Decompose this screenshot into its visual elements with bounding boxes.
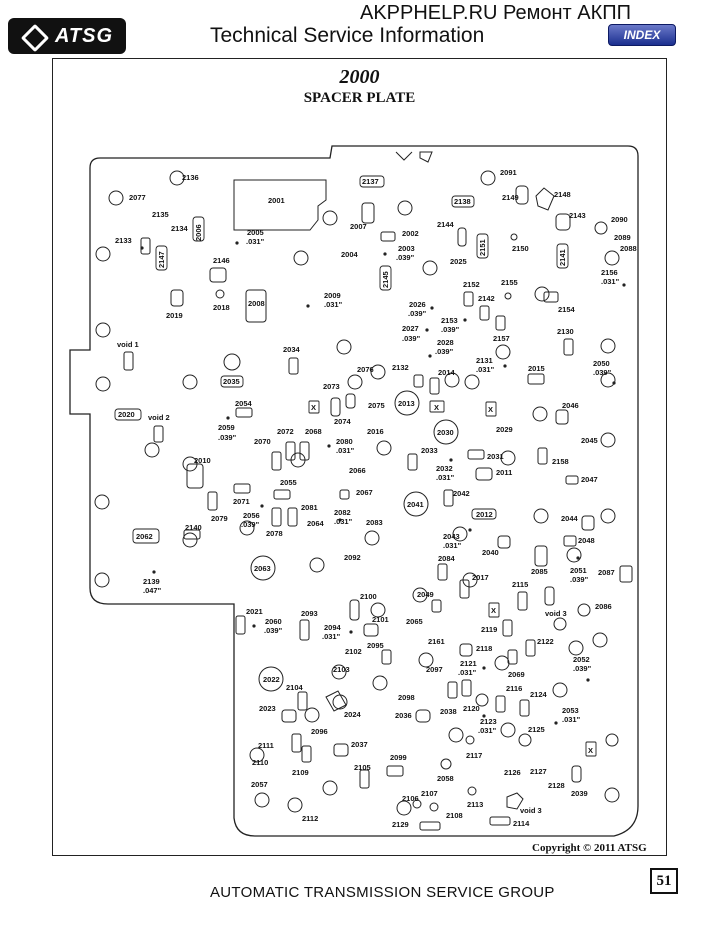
part-label-2040: 2040 [482, 548, 499, 557]
part-label-2130: 2130 [557, 327, 574, 336]
part-label-2008: 2008 [248, 299, 265, 308]
part-label-2034: 2034 [283, 345, 300, 354]
document-heading: Technical Service Information [210, 24, 485, 47]
part-label-2104: 2104 [286, 683, 303, 692]
part-label-2134: 2134 [171, 224, 188, 233]
part-label-2132: 2132 [392, 363, 409, 372]
part-label-2096: 2096 [311, 727, 328, 736]
part-label-2158: 2158 [552, 457, 569, 466]
part-label-2154: 2154 [558, 305, 575, 314]
part-label-2043-size: .031" [443, 541, 462, 550]
index-button[interactable]: INDEX [608, 24, 676, 46]
part-label-2156: 2156 [601, 268, 618, 277]
part-label-2023: 2023 [259, 704, 276, 713]
part-label-2117: 2117 [466, 751, 483, 760]
part-label-2092: 2092 [344, 553, 361, 562]
part-label-2041: 2041 [407, 500, 424, 509]
part-label-2076: 2076 [357, 365, 374, 374]
part-label-2079: 2079 [211, 514, 228, 523]
part-label-2026: 2026 [409, 300, 426, 309]
x-mark-1: X [311, 403, 317, 412]
plate-holes [95, 171, 632, 830]
part-label-2133: 2133 [115, 236, 132, 245]
part-label-2019: 2019 [166, 311, 183, 320]
part-label-2123: 2123 [480, 717, 497, 726]
notch-shape [396, 152, 412, 160]
part-label-2131: 2131 [476, 356, 493, 365]
part-label-2149: 2149 [502, 193, 519, 202]
part-label-2046: 2046 [562, 401, 579, 410]
part-label-2144: 2144 [437, 220, 454, 229]
part-label-2082-size: .031" [334, 517, 353, 526]
part-label-2141: 2141 [558, 249, 567, 266]
part-label-2120: 2120 [463, 704, 480, 713]
void-label-1: void 1 [117, 340, 139, 349]
part-label-2065: 2065 [406, 617, 423, 626]
part-label-2059: 2059 [218, 423, 235, 432]
part-label-2100: 2100 [360, 592, 377, 601]
part-label-2148: 2148 [554, 190, 571, 199]
part-label-2113: 2113 [467, 800, 484, 809]
part-label-2121: 2121 [460, 659, 477, 668]
part-label-2005-size: .031" [246, 237, 265, 246]
part-label-2052: 2052 [573, 655, 590, 664]
part-label-2123-size: .031" [478, 726, 497, 735]
part-label-2043: 2043 [443, 532, 460, 541]
part-label-2009-size: .031" [324, 300, 343, 309]
part-label-2053: 2053 [562, 706, 579, 715]
part-label-2099: 2099 [390, 753, 407, 762]
part-label-2031: 2031 [487, 452, 504, 461]
part-label-2011: 2011 [496, 468, 513, 477]
part-label-2102: 2102 [345, 647, 362, 656]
part-label-2121-size: .031" [458, 668, 477, 677]
part-label-2052-size: .039" [573, 664, 592, 673]
page-subtitle: SPACER PLATE [303, 90, 416, 106]
void-label-3b: void 3 [520, 806, 542, 815]
part-label-2087: 2087 [598, 568, 615, 577]
part-label-2127: 2127 [530, 767, 547, 776]
part-label-2029: 2029 [496, 425, 513, 434]
part-label-2150: 2150 [512, 244, 529, 253]
part-label-2082: 2082 [334, 508, 351, 517]
part-label-2107: 2107 [421, 789, 438, 798]
part-label-2042: 2042 [453, 489, 470, 498]
part-label-2101: 2101 [372, 615, 389, 624]
site-title: AKPPHELP.RU Ремонт АКПП [360, 2, 631, 24]
part-label-2059-size: .039" [218, 433, 237, 442]
part-label-2058: 2058 [437, 774, 454, 783]
part-label-2074: 2074 [334, 417, 351, 426]
page-title: 2000 [339, 66, 380, 88]
part-label-2097: 2097 [426, 665, 443, 674]
part-label-2056: 2056 [243, 511, 260, 520]
part-label-2153: 2153 [441, 316, 458, 325]
part-label-2110: 2110 [252, 758, 269, 767]
footer-text: AUTOMATIC TRANSMISSION SERVICE GROUP [210, 884, 555, 901]
part-label-2125: 2125 [528, 725, 545, 734]
part-label-2122: 2122 [537, 637, 554, 646]
part-label-2078: 2078 [266, 529, 283, 538]
part-label-2057: 2057 [251, 780, 268, 789]
part-label-2072: 2072 [277, 427, 294, 436]
part-label-2067: 2067 [356, 488, 373, 497]
part-label-2006: 2006 [194, 224, 203, 241]
part-label-2009: 2009 [324, 291, 341, 300]
part-label-2037: 2037 [351, 740, 368, 749]
part-label-2103: 2103 [333, 665, 350, 674]
part-label-2030: 2030 [437, 428, 454, 437]
x-mark-5: X [588, 746, 594, 755]
x-mark-3: X [488, 405, 494, 414]
part-label-2032-size: .031" [436, 473, 455, 482]
part-label-2064: 2064 [307, 519, 324, 528]
part-label-2069: 2069 [508, 670, 525, 679]
part-label-2156-size: .031" [601, 277, 620, 286]
part-label-2152: 2152 [463, 280, 480, 289]
part-label-2109: 2109 [292, 768, 309, 777]
part-label-2080: 2080 [336, 437, 353, 446]
part-label-2033: 2033 [421, 446, 438, 455]
part-label-2143: 2143 [569, 211, 586, 220]
part-label-2145: 2145 [381, 271, 390, 288]
part-label-2027: 2027 [402, 324, 419, 333]
page-number: 51 [650, 868, 678, 894]
part-label-2105: 2105 [354, 763, 371, 772]
part-label-2142: 2142 [478, 294, 495, 303]
part-label-2050: 2050 [593, 359, 610, 368]
part-label-2010: 2010 [194, 456, 211, 465]
part-label-2050-size: .039" [593, 368, 612, 377]
part-label-2126: 2126 [504, 768, 521, 777]
part-label-2077: 2077 [129, 193, 146, 202]
part-label-2039: 2039 [571, 789, 588, 798]
part-label-2090: 2090 [611, 215, 628, 224]
part-label-2140: 2140 [185, 523, 202, 532]
part-label-2032: 2032 [436, 464, 453, 473]
part-label-2112: 2112 [302, 814, 319, 823]
part-label-2060-size: .039" [264, 626, 283, 635]
part-label-2003: 2003 [398, 244, 415, 253]
part-label-2118: 2118 [476, 644, 493, 653]
part-label-2053-size: .031" [562, 715, 581, 724]
part-label-2131-size: .031" [476, 365, 495, 374]
part-label-2089: 2089 [614, 233, 631, 242]
part-label-2128: 2128 [548, 781, 565, 790]
part-label-2083: 2083 [366, 518, 383, 527]
part-label-2022: 2022 [263, 675, 280, 684]
part-label-2151: 2151 [478, 239, 487, 256]
part-label-2084: 2084 [438, 554, 455, 563]
part-label-2086: 2086 [595, 602, 612, 611]
part-label-2153-size: .039" [441, 325, 460, 334]
part-label-2063: 2063 [254, 564, 271, 573]
part-label-2020: 2020 [118, 410, 135, 419]
part-label-2157: 2157 [493, 334, 510, 343]
part-label-2129: 2129 [392, 820, 409, 829]
part-label-2048: 2048 [578, 536, 595, 545]
part-label-2124: 2124 [530, 690, 547, 699]
part-label-2017: 2017 [472, 573, 489, 582]
part-label-2111: 2111 [258, 741, 274, 750]
part-label-2155: 2155 [501, 278, 518, 287]
part-label-2080-size: .031" [336, 446, 355, 455]
part-label-2047: 2047 [581, 475, 598, 484]
part-label-2081: 2081 [301, 503, 318, 512]
part-label-2139-size: .047" [143, 586, 162, 595]
part-label-2115: 2115 [512, 580, 529, 589]
part-label-2007: 2007 [350, 222, 367, 231]
part-label-2088: 2088 [620, 244, 637, 253]
void-label-3: void 3 [545, 609, 567, 618]
part-label-2091: 2091 [500, 168, 517, 177]
part-label-2060: 2060 [265, 617, 282, 626]
part-label-2051: 2051 [570, 566, 587, 575]
part-label-2056-size: .039" [241, 520, 260, 529]
part-label-2135: 2135 [152, 210, 169, 219]
part-label-2106: 2106 [402, 794, 419, 803]
part-label-2071: 2071 [233, 497, 250, 506]
part-label-2024: 2024 [344, 710, 361, 719]
part-label-2094: 2094 [324, 623, 341, 632]
part-label-2012: 2012 [476, 510, 493, 519]
part-label-2015: 2015 [528, 364, 545, 373]
part-label-2045: 2045 [581, 436, 598, 445]
notch-shape [420, 152, 432, 162]
part-label-2161: 2161 [428, 637, 445, 646]
part-label-2136: 2136 [182, 173, 199, 182]
part-label-2028: 2028 [437, 338, 454, 347]
part-label-2018: 2018 [213, 303, 230, 312]
part-label-2035: 2035 [223, 377, 240, 386]
part-label-2095: 2095 [367, 641, 384, 650]
part-label-2093: 2093 [301, 609, 318, 618]
part-label-2068: 2068 [305, 427, 322, 436]
part-label-2054: 2054 [235, 399, 252, 408]
part-label-2055: 2055 [280, 478, 297, 487]
x-mark-4: X [491, 606, 497, 615]
copyright-notice: Copyright © 2011 ATSG [532, 842, 647, 854]
part-label-2051-size: .039" [570, 575, 589, 584]
part-label-2014: 2014 [438, 368, 455, 377]
part-label-2003-size: .039" [396, 253, 415, 262]
part-label-2146: 2146 [213, 256, 230, 265]
part-label-2085: 2085 [531, 567, 548, 576]
logo-text: ATSG [54, 24, 114, 47]
part-label-2139: 2139 [143, 577, 160, 586]
part-label-2114: 2114 [513, 819, 530, 828]
part-label-2038: 2038 [440, 707, 457, 716]
x-mark-2: X [434, 403, 440, 412]
part-label-2073: 2073 [323, 382, 340, 391]
part-label-2013: 2013 [398, 399, 415, 408]
part-label-2098: 2098 [398, 693, 415, 702]
part-label-2005: 2005 [247, 228, 264, 237]
part-label-2001: 2001 [268, 196, 285, 205]
part-label-2138: 2138 [454, 197, 471, 206]
part-label-2116: 2116 [506, 684, 523, 693]
part-label-2004: 2004 [341, 250, 358, 259]
part-label-2044: 2044 [561, 514, 578, 523]
part-label-2147: 2147 [157, 251, 166, 268]
part-label-2036: 2036 [395, 711, 412, 720]
part-label-2066: 2066 [349, 466, 366, 475]
part-label-2119: 2119 [481, 625, 498, 634]
part-label-2025: 2025 [450, 257, 467, 266]
part-label-2075: 2075 [368, 401, 385, 410]
part-label-2016: 2016 [367, 427, 384, 436]
part-label-2070: 2070 [254, 437, 271, 446]
part-label-2137: 2137 [362, 177, 379, 186]
part-label-2094-size: .031" [322, 632, 341, 641]
part-label-2027-size: .039" [402, 334, 421, 343]
part-label-2062: 2062 [136, 532, 153, 541]
part-label-2049: 2049 [417, 590, 434, 599]
part-label-2026-size: .039" [408, 309, 427, 318]
void-label-2: void 2 [148, 413, 170, 422]
part-label-2108: 2108 [446, 811, 463, 820]
part-label-2021: 2021 [246, 607, 263, 616]
part-label-2028-size: .039" [435, 347, 454, 356]
part-label-2002: 2002 [402, 229, 419, 238]
